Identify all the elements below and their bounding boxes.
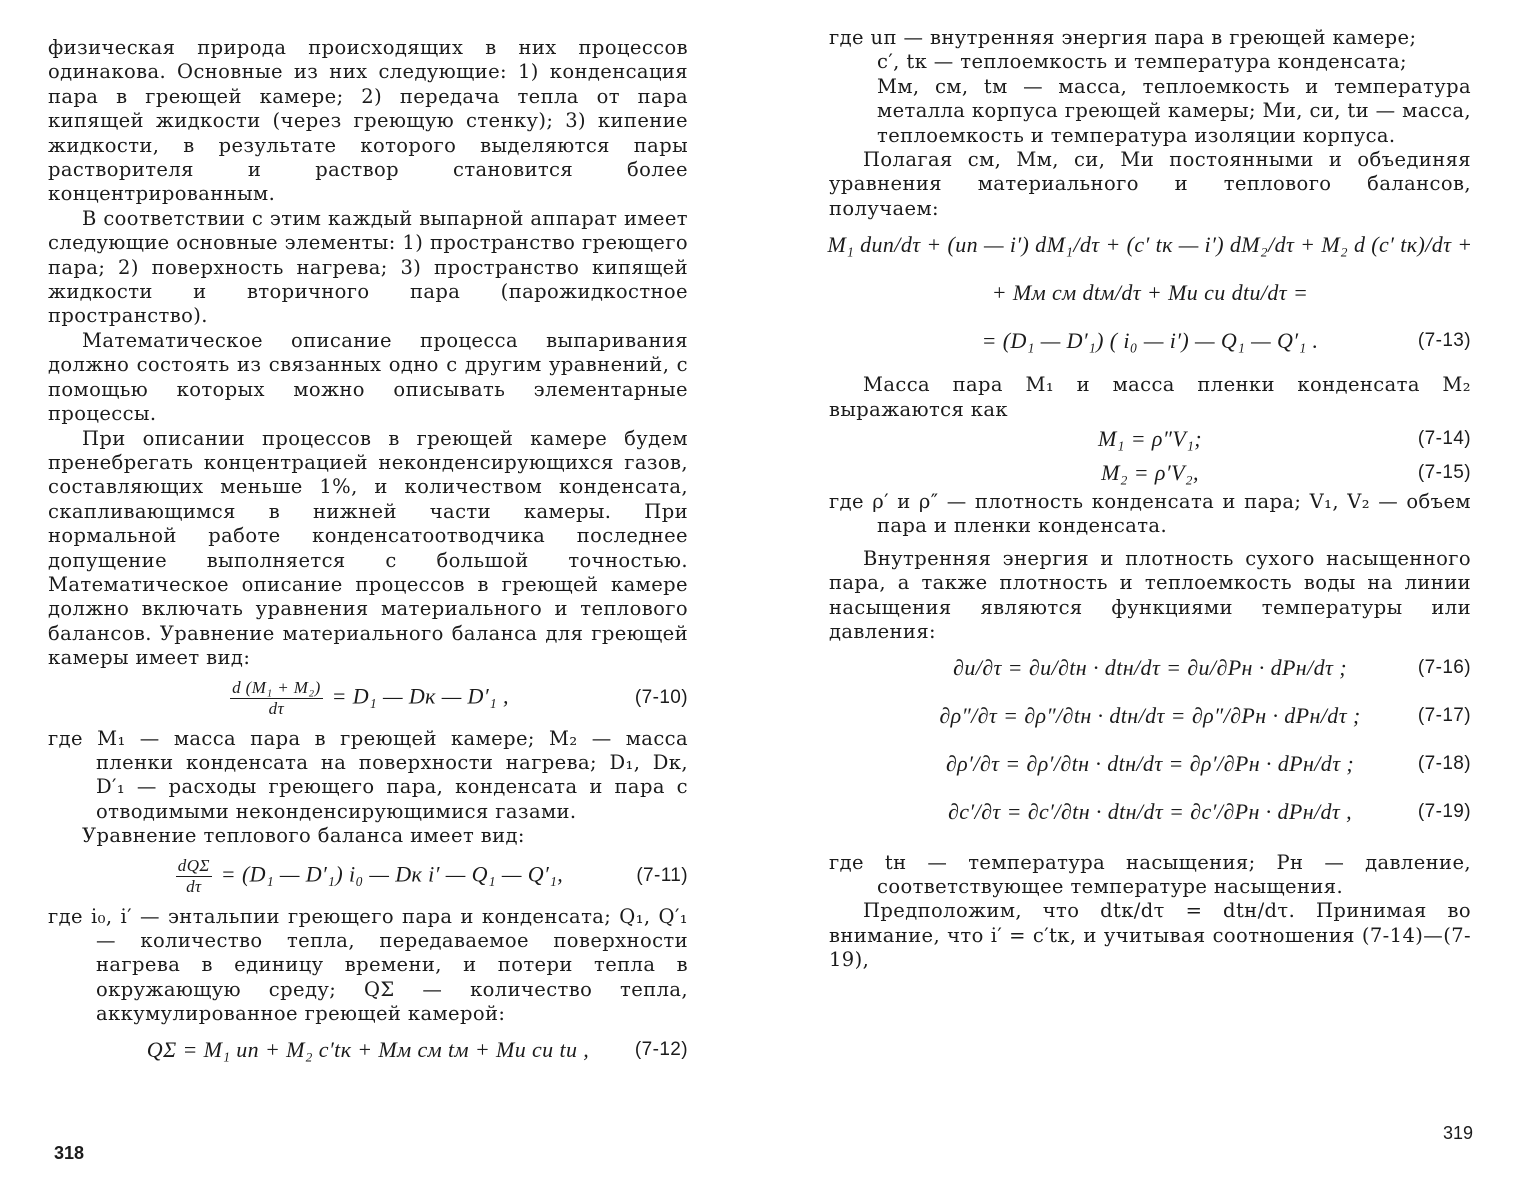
equation-number: (7-17) xyxy=(1417,705,1471,727)
paragraph: Внутренняя энергия и плотность сухого насыщенного пара, а также плотность и теплоемкость воды на линии насыщения являются функциями температуры или давления: xyxy=(829,546,1471,644)
equation-number: (7-12) xyxy=(634,1039,688,1061)
equation-body: ∂ρ″/∂τ = ∂ρ″/∂tн · dtн/dτ = ∂ρ″/∂Pн · dPн/dτ ; xyxy=(939,703,1361,729)
equation-7-14 xyxy=(829,422,1471,456)
equation-body: + Mм cм dtм/dτ + Mи cи dtи/dτ = xyxy=(991,280,1309,306)
equation-number: (7-16) xyxy=(1417,657,1471,679)
paragraph: Масса пара M₁ и масса пленки конденсата M₂ выражаются как xyxy=(829,373,1471,421)
equation-number: (7-18) xyxy=(1417,753,1471,775)
equation-7-13-line-2 xyxy=(829,269,1471,317)
denominator: dτ xyxy=(186,877,202,897)
paragraph: Уравнение теплового баланса имеет вид: xyxy=(82,824,525,848)
equation-7-16 xyxy=(829,645,1471,693)
numerator: dQΣ xyxy=(177,856,210,876)
fraction xyxy=(176,856,212,897)
equation-body: = (D₁ — D′₁) ( i₀ — i′) — Q₁ — Q′₁ . xyxy=(981,328,1319,354)
equation-rhs: = (D₁ — D′₁) i₀ — Dк i′ — Q₁ — Q′₁, xyxy=(220,861,564,887)
right-text-column xyxy=(829,26,1471,973)
equation-7-18 xyxy=(829,741,1471,789)
paragraph: При описании процессов в греющей камере будем пренебрегать концентрацией неконденсирующихся газов, составляющих меньше 1%, и количеством конденсата, скапливающимся в нижней части камеры. При нормальной работе конденсатоотводчика последнее допущение выполняется с большой точностью. Математическое описание процессов в греющей камере должно включать уравнения материального и теплового балансов. Уравнение материального баланса для греющей камеры имеет вид: xyxy=(48,426,688,670)
equation-7-17 xyxy=(829,693,1471,741)
paragraph: физическая природа происходящих в них процессов одинакова. Основные из них следующие: 1) конденсация пара в греющей камере; 2) передача тепла от пара кипящей жидкости (через греющую стенку); 3) кипение жидкости, в результате которого выделяются пары растворителя и раствор становится более концентрированным. xyxy=(48,36,688,206)
left-text-column xyxy=(48,36,688,1075)
equation-body: M₁ = ρ″V₁; xyxy=(1098,425,1202,451)
equation-body: QΣ = M₁ uп + M₂ c′tк + Mм cм tм + Mи cи tи , xyxy=(146,1037,590,1063)
equation-rhs: = D₁ — Dк — D′₁ , xyxy=(331,683,509,709)
equation-body: ∂u/∂τ = ∂u/∂tн · dtн/dτ = ∂u/∂Pн · dPн/dτ ; xyxy=(953,655,1347,681)
equation-7-10 xyxy=(48,671,688,727)
denominator: dτ xyxy=(268,699,285,719)
equation-number: (7-15) xyxy=(1417,461,1471,483)
equation-number: (7-13) xyxy=(1417,330,1471,352)
equation-7-11 xyxy=(48,849,688,905)
definition-line: Mм, cм, tм — масса, теплоемкость и температура металла корпуса греющей камеры; Mи, cи, tи — масса, теплоемкость и температура изоляции корпуса. xyxy=(877,74,1471,147)
equation-7-15 xyxy=(829,456,1471,490)
equation-number: (7-19) xyxy=(1417,801,1471,823)
equation-number: (7-10) xyxy=(634,687,688,709)
paragraph: Математическое описание процесса выпаривания должно состоять из связанных одно с другим уравнений, с помощью которых можно описывать элементарные процессы. xyxy=(48,328,688,426)
equation-body: M₂ = ρ′V₂, xyxy=(1101,459,1199,485)
equation-7-13-line-3 xyxy=(829,317,1471,365)
paragraph: Предположим, что dtк/dτ = dtн/dτ. Принимая во внимание, что i′ = c′tк, и учитывая соотношения (7-14)—(7-19), xyxy=(829,899,1471,972)
page-number: 318 xyxy=(54,1143,85,1163)
equation-body: ∂ρ′/∂τ = ∂ρ′/∂tн · dtн/dτ = ∂ρ′/∂Pн · dPн/dτ ; xyxy=(945,751,1355,777)
definition-list: где M₁ — масса пара в греющей камере; M₂ — масса пленки конденсата на поверхности нагрева; D₁, Dк, D′₁ — расходы греющего пара, конденсата и пара с отводимыми неконденсирующимися газами. xyxy=(48,726,688,823)
numerator: d (M₁ + M₂) xyxy=(232,678,321,698)
fraction xyxy=(230,678,323,719)
definition-list: где ρ′ и ρ″ — плотность конденсата и пара; V₁, V₂ — объем пара и пленки конденсата. xyxy=(829,490,1471,538)
definition-line: c′, tк — теплоемкость и температура конденсата; xyxy=(877,50,1407,74)
equation-number: (7-14) xyxy=(1417,427,1471,449)
equation-number: (7-11) xyxy=(636,865,688,887)
equation-body: ∂c′/∂τ = ∂c′/∂tн · dtн/dτ = ∂c′/∂Pн · dPн/dτ , xyxy=(948,799,1352,825)
paragraph: В соответствии с этим каждый выпарной аппарат имеет следующие основные элементы: 1) пространство греющего пара; 2) поверхность нагрева; 3) пространство кипящей жидкости и вторичного пара (парожидкостное пространство). xyxy=(48,206,688,328)
definition-list: где tн — температура насыщения; Pн — давление, соответствующее температуре насыщения. xyxy=(829,850,1471,898)
definition-line: где uп — внутренняя энергия пара в греющей камере; xyxy=(829,26,1417,49)
equation-7-13-line-1 xyxy=(829,221,1471,269)
right-page xyxy=(763,0,1526,1190)
paragraph: Полагая cм, Mм, cи, Mи постоянными и объединяя уравнения материального и теплового балансов, получаем: xyxy=(829,148,1471,220)
definition-list: где i₀, i′ — энтальпии греющего пара и конденсата; Q₁, Q′₁ — количество тепла, передаваемое поверхности нагрева в единицу времени, и потери тепла в окружающую среду; QΣ — количество тепла, аккумулированное греющей камерой: xyxy=(48,904,688,1026)
equation-7-19 xyxy=(829,789,1471,837)
equation-body: M₁ duп/dτ + (uп — i′) dM₁/dτ + (c′ tк — i′) dM₂/dτ + M₂ d (c′ tк)/dτ + xyxy=(827,232,1473,258)
equation-7-12 xyxy=(48,1027,688,1075)
page-number: 319 xyxy=(1443,1123,1474,1143)
